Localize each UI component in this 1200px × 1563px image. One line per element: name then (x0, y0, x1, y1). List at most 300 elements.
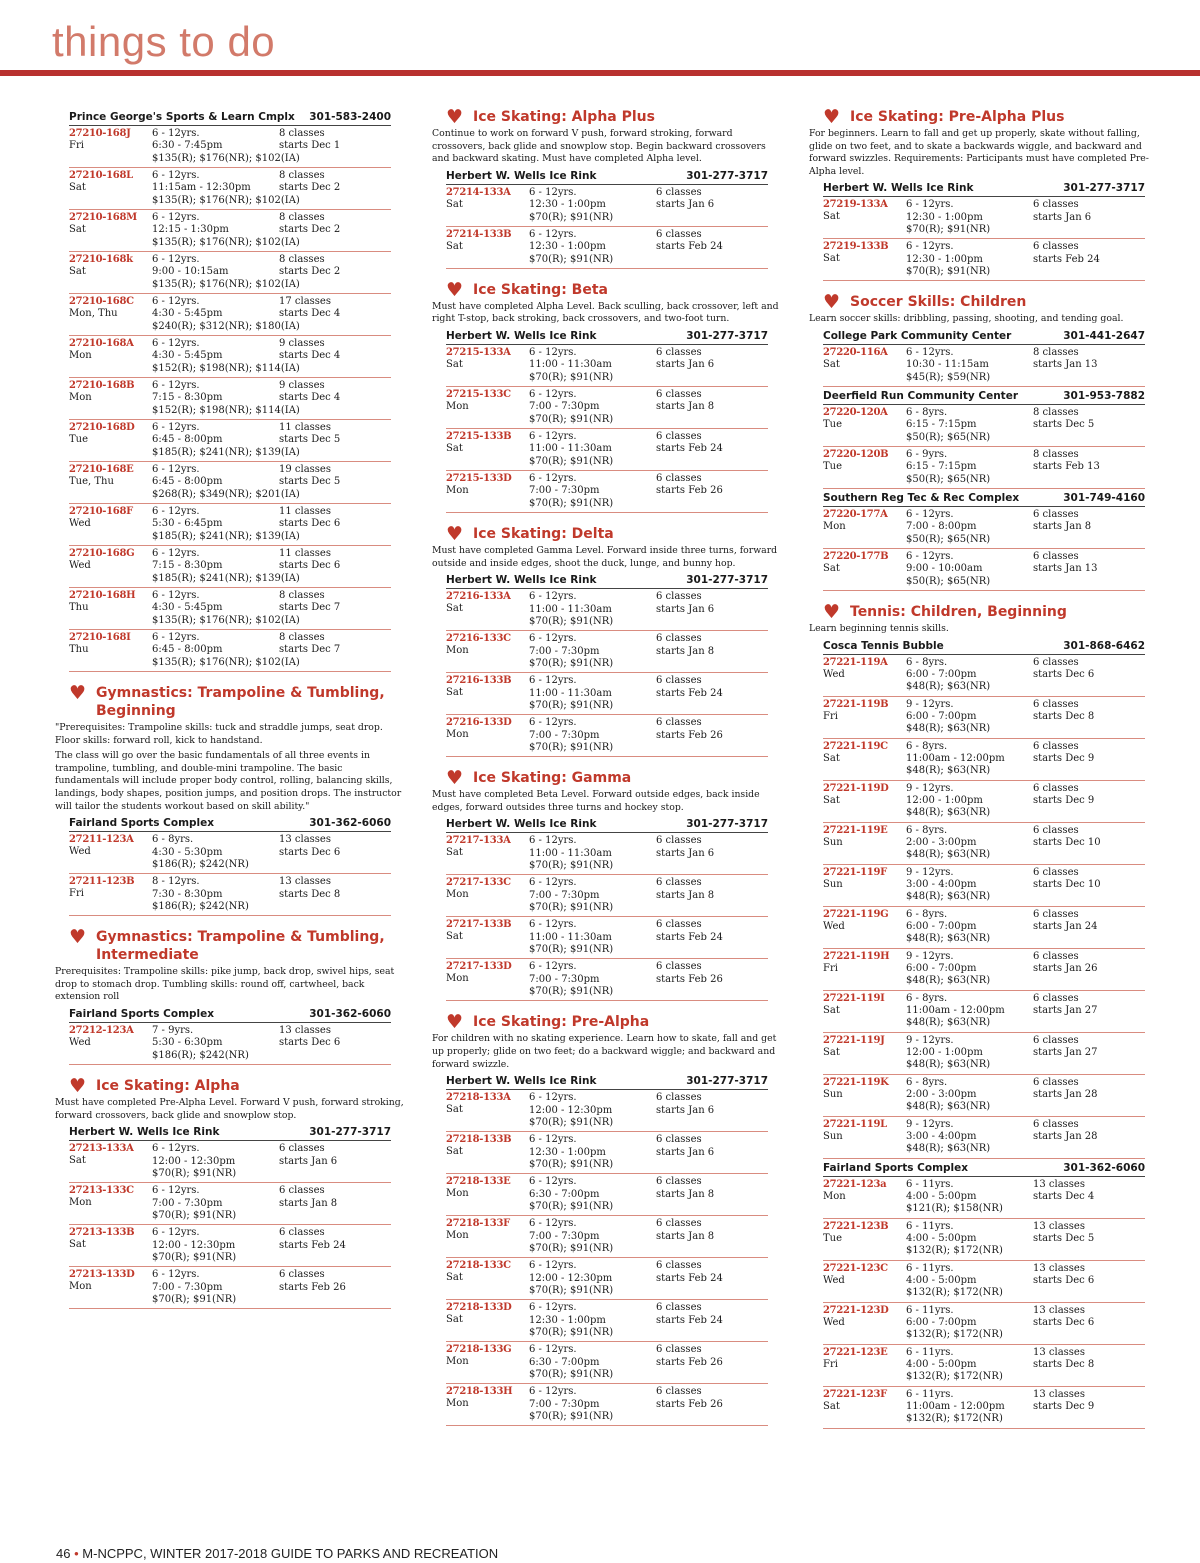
description-paragraph: The class will go over the basic fundamentals of all three events in trampoline, tumbling, and double-mini trampoline. The basic fundamentals will include proper body control, rolling, balancing skills, landings, body shapes, position jumps, and position drops. The instructor will tailor the students workout based on skill ability." (55, 750, 402, 812)
class-code[interactable]: 27220-177B (823, 550, 889, 562)
class-code-cell (69, 1185, 152, 1222)
class-time: 12:30 - 1:00pm (529, 1146, 606, 1158)
class-count: 13 classes (279, 876, 331, 888)
class-listing-row (446, 833, 768, 875)
class-time: 4:00 - 5:00pm (906, 1232, 977, 1244)
class-code[interactable]: 27221-119D (823, 782, 889, 794)
class-listing-row (69, 588, 391, 630)
class-day: Sat (69, 1239, 86, 1251)
class-code-cell (446, 961, 529, 998)
venue-phone: 301-277-3717 (686, 818, 768, 831)
venue-header (823, 181, 1145, 197)
class-age: 6 - 12yrs. (529, 228, 577, 240)
class-age: 6 - 12yrs. (152, 380, 200, 391)
class-time: 6:00 - 7:00pm (906, 710, 977, 722)
class-age: 6 - 8yrs. (906, 824, 948, 836)
class-code-cell (823, 509, 906, 546)
class-age: 6 - 12yrs. (529, 919, 577, 931)
class-schedule-cell (656, 961, 768, 998)
class-code[interactable]: 27218-133H (446, 1386, 513, 1398)
class-code[interactable]: 27210-168D (69, 422, 135, 433)
class-time: 6:45 - 8:00pm (152, 476, 223, 488)
class-code[interactable]: 27213-133A (69, 1143, 134, 1155)
class-start: starts Dec 9 (1033, 752, 1095, 764)
header-rule (0, 70, 1200, 76)
class-fee: $50(R); $65(NR) (906, 431, 991, 443)
class-day: Sun (823, 836, 843, 848)
class-code[interactable]: 27210-168B (69, 380, 135, 391)
description-paragraph: Learn soccer skills: dribbling, passing, shooting, and tending goal. (809, 313, 1124, 325)
class-code-cell (446, 347, 529, 384)
class-code[interactable]: 27213-133D (69, 1269, 135, 1281)
class-time: 11:00am - 12:00pm (906, 752, 1005, 764)
class-day: Sat (69, 266, 86, 277)
section-title (823, 600, 1145, 623)
class-schedule-cell (656, 473, 768, 510)
venue-name: Herbert W. Wells Ice Rink (823, 182, 974, 195)
class-count: 6 classes (1033, 866, 1079, 878)
class-age: 6 - 12yrs. (906, 346, 954, 358)
class-code-cell (69, 834, 152, 871)
class-details-cell (906, 449, 1033, 486)
class-fee: $185(R); $241(NR); $139(IA) (152, 446, 300, 458)
class-listing-row (446, 1342, 768, 1384)
class-day: Sat (446, 442, 463, 454)
class-time: 7:00 - 7:30pm (529, 485, 600, 497)
class-code[interactable]: 27221-119E (823, 824, 888, 836)
class-schedule-cell (1033, 1035, 1145, 1072)
class-time: 9:00 - 10:15am (152, 266, 229, 278)
class-time: 7:30 - 8:30pm (152, 888, 223, 900)
class-fee: $70(R); $91(NR) (906, 266, 991, 278)
class-count: 6 classes (1033, 508, 1079, 520)
class-start: starts Dec 9 (1033, 794, 1095, 806)
class-code[interactable]: 27221-119C (823, 740, 888, 752)
class-fee: $48(R); $63(NR) (906, 807, 991, 819)
class-code[interactable]: 27210-168J (69, 128, 131, 139)
footer-separator: • (74, 1546, 79, 1561)
class-code-cell (446, 675, 529, 712)
class-count: 6 classes (1033, 656, 1079, 668)
class-code-cell (69, 338, 152, 375)
class-time: 6:00 - 7:00pm (906, 962, 977, 974)
class-listing-row (446, 631, 768, 673)
class-fee: $48(R); $63(NR) (906, 1143, 991, 1155)
venue-header (69, 1125, 391, 1141)
class-start: starts Jan 26 (1033, 962, 1098, 974)
class-details-cell (906, 1179, 1033, 1216)
class-fee: $70(R); $91(NR) (529, 615, 614, 627)
class-start: starts Jan 13 (1033, 563, 1098, 575)
class-code[interactable]: 27221-119B (823, 698, 889, 710)
class-listing-row (69, 462, 391, 504)
class-code[interactable]: 27214-133B (446, 228, 512, 240)
class-code[interactable]: 27210-168F (69, 506, 133, 517)
class-time: 6:15 - 7:15pm (906, 461, 977, 473)
heart-icon: ♥ (446, 522, 464, 545)
class-details-cell (906, 825, 1033, 862)
class-details-cell (152, 170, 300, 207)
class-age: 9 - 12yrs. (906, 782, 954, 794)
class-count: 6 classes (656, 472, 702, 484)
class-age: 6 - 8yrs. (906, 656, 948, 668)
class-code[interactable]: 27215-133A (446, 346, 511, 358)
class-schedule-cell (1033, 825, 1145, 862)
class-age: 6 - 8yrs. (906, 406, 948, 418)
class-day: Tue (823, 1232, 843, 1244)
class-fee: $70(R); $91(NR) (529, 1158, 614, 1170)
class-day: Sun (823, 1088, 843, 1100)
class-time: 10:30 - 11:15am (906, 359, 989, 371)
class-time: 12:30 - 1:00pm (529, 199, 606, 211)
class-details-cell (906, 909, 1033, 946)
class-code[interactable]: 27210-168L (69, 170, 133, 181)
class-code-cell (446, 919, 529, 956)
class-listing-row (446, 429, 768, 471)
class-fee: $70(R); $91(NR) (529, 253, 614, 265)
class-code[interactable]: 27215-133B (446, 430, 512, 442)
class-schedule-cell (279, 834, 391, 871)
class-fee: $240(R); $312(NR); $180(IA) (152, 320, 300, 332)
class-schedule-cell (1033, 699, 1145, 736)
class-day: Sat (446, 687, 463, 699)
class-code[interactable]: 27219-133B (823, 241, 889, 253)
class-code[interactable]: 27213-133C (69, 1185, 134, 1197)
class-code-cell (69, 254, 152, 291)
class-listing-row (69, 1023, 391, 1065)
class-code[interactable]: 27219-133A (823, 199, 888, 211)
class-day: Tue (823, 460, 843, 472)
class-start: starts Feb 24 (656, 241, 723, 253)
section-description (432, 1033, 782, 1071)
class-code[interactable]: 27216-133C (446, 633, 511, 645)
class-day: Fri (823, 710, 838, 722)
class-count: 6 classes (656, 1302, 702, 1314)
class-code[interactable]: 27220-120B (823, 448, 889, 460)
class-schedule-cell (656, 1302, 768, 1339)
class-code[interactable]: 27218-133G (446, 1344, 512, 1356)
class-code[interactable]: 27210-168C (69, 296, 134, 307)
section-title (69, 684, 391, 720)
class-code-cell (823, 347, 906, 384)
class-day: Sat (823, 562, 840, 574)
class-listing-row (69, 1141, 391, 1183)
class-fee: $48(R); $63(NR) (906, 891, 991, 903)
class-start: starts Feb 24 (656, 1314, 723, 1326)
class-age: 6 - 12yrs. (529, 591, 577, 603)
class-age: 9 - 12yrs. (906, 866, 954, 878)
class-fee: $132(R); $172(NR) (906, 1329, 1003, 1341)
class-day: Sat (446, 1314, 463, 1326)
class-age: 6 - 12yrs. (529, 1260, 577, 1272)
class-code[interactable]: 27210-168I (69, 632, 131, 643)
class-age: 6 - 12yrs. (529, 1092, 577, 1104)
class-code[interactable]: 27218-133F (446, 1218, 510, 1230)
class-count: 6 classes (656, 1218, 702, 1230)
class-code[interactable]: 27212-123A (69, 1024, 134, 1036)
class-age: 6 - 12yrs. (152, 212, 200, 223)
class-details-cell (152, 296, 300, 333)
class-code[interactable]: 27220-116A (823, 346, 888, 358)
class-listing-row (69, 294, 391, 336)
class-count: 8 classes (279, 632, 325, 643)
class-code[interactable]: 27218-133C (446, 1260, 511, 1272)
class-details-cell (529, 1386, 656, 1423)
class-code[interactable]: 27216-133D (446, 717, 512, 729)
class-details-cell (906, 1347, 1033, 1384)
class-code-cell (69, 506, 152, 543)
class-listing-row (446, 227, 768, 269)
venue-header (69, 1007, 391, 1023)
class-day: Wed (823, 920, 845, 932)
class-time: 12:30 - 1:00pm (906, 253, 983, 265)
class-fee: $70(R); $91(NR) (529, 741, 614, 753)
class-code[interactable]: 27214-133A (446, 186, 511, 198)
venue-name: Prince George's Sports & Learn Cmplx (69, 111, 295, 123)
class-schedule-cell (1033, 347, 1145, 384)
class-code[interactable]: 27217-133B (446, 919, 512, 931)
class-details-cell (529, 591, 656, 628)
class-code[interactable]: 27221-119H (823, 950, 890, 962)
class-start: starts Jan 8 (656, 1188, 715, 1200)
class-start: starts Jan 27 (1033, 1004, 1098, 1016)
class-age: 6 - 11yrs. (906, 1220, 954, 1232)
class-code[interactable]: 27211-123A (69, 834, 134, 846)
class-time: 5:30 - 6:45pm (152, 518, 223, 530)
venue-name: Fairland Sports Complex (69, 817, 215, 830)
class-code[interactable]: 27221-119K (823, 1076, 889, 1088)
class-details-cell (529, 229, 656, 266)
class-start: starts Jan 6 (279, 1155, 338, 1167)
class-details-cell (152, 1185, 279, 1222)
class-count: 6 classes (656, 346, 702, 358)
class-count: 13 classes (1033, 1220, 1085, 1232)
class-schedule-cell (656, 877, 768, 914)
class-code[interactable]: 27221-123E (823, 1346, 888, 1358)
class-code[interactable]: 27210-168H (69, 590, 136, 601)
class-code[interactable]: 27213-133B (69, 1227, 135, 1239)
class-code[interactable]: 27218-133E (446, 1176, 511, 1188)
class-schedule-cell (1033, 1221, 1145, 1258)
class-code[interactable]: 27218-133A (446, 1092, 511, 1104)
class-code[interactable]: 27210-168G (69, 548, 135, 559)
class-code-cell (69, 464, 152, 501)
class-code[interactable]: 27217-133A (446, 835, 511, 847)
class-count: 6 classes (656, 675, 702, 687)
class-count: 6 classes (1033, 740, 1079, 752)
class-listing-row (823, 1261, 1145, 1303)
class-code[interactable]: 27210-168k (69, 254, 133, 265)
class-code[interactable]: 27210-168A (69, 338, 134, 349)
class-day: Wed (69, 560, 91, 571)
class-listing-row (69, 504, 391, 546)
venue-header (823, 491, 1145, 507)
class-schedule-cell (1033, 657, 1145, 694)
class-schedule-cell (279, 632, 391, 669)
class-code[interactable]: 27221-119A (823, 656, 888, 668)
class-listing-row (69, 832, 391, 874)
class-fee: $50(R); $65(NR) (906, 533, 991, 545)
class-count: 6 classes (656, 430, 702, 442)
class-code-cell (446, 1302, 529, 1339)
class-fee: $70(R); $91(NR) (152, 1293, 237, 1305)
class-details-cell (529, 835, 656, 872)
class-code[interactable]: 27210-168M (69, 212, 137, 223)
class-code[interactable]: 27216-133B (446, 675, 512, 687)
class-day: Fri (69, 888, 84, 900)
class-schedule-cell (1033, 783, 1145, 820)
description-paragraph: Prerequisites: Trampoline skills: pike jump, back drop, swivel hips, seat drop to stomach drop. Tumbling skills: round off, cartwheel, back extension roll (55, 966, 395, 1003)
class-age: 6 - 12yrs. (906, 550, 954, 562)
class-code[interactable]: 27221-123B (823, 1220, 889, 1232)
section-title-text: Ice Skating: Beta (473, 281, 608, 298)
class-schedule-cell (1033, 509, 1145, 546)
class-code-cell (823, 699, 906, 736)
class-code[interactable]: 27221-119G (823, 908, 889, 920)
class-day: Tue (823, 418, 843, 430)
class-schedule-cell (1033, 951, 1145, 988)
class-age: 6 - 12yrs. (529, 346, 577, 358)
class-code[interactable]: 27216-133A (446, 591, 511, 603)
class-code-cell (69, 590, 152, 627)
class-code[interactable]: 27221-123D (823, 1304, 889, 1316)
class-fee: $50(R); $65(NR) (906, 575, 991, 587)
class-day: Sat (446, 1272, 463, 1284)
section-title (69, 1074, 391, 1097)
class-schedule-cell (1033, 741, 1145, 778)
class-day: Mon (446, 1188, 469, 1200)
class-code[interactable]: 27221-123C (823, 1262, 888, 1274)
class-details-cell (529, 347, 656, 384)
class-start: starts Feb 26 (656, 1398, 723, 1410)
class-age: 8 - 12yrs. (152, 876, 200, 888)
class-code-cell (823, 1035, 906, 1072)
class-age: 6 - 12yrs. (152, 1143, 200, 1155)
class-day: Sat (446, 240, 463, 252)
class-time: 7:00 - 7:30pm (529, 889, 600, 901)
description-paragraph: Must have completed Alpha Level. Back sculling, back crossover, left and right T-stop, back stroking, back crossovers, and two-foot turn. (432, 300, 779, 325)
class-day: Mon (446, 400, 469, 412)
section-title-text: Ice Skating: Gamma (473, 770, 632, 787)
class-time: 11:00 - 11:30am (529, 359, 612, 371)
class-code-cell (823, 1263, 906, 1300)
class-listing-row (69, 168, 391, 210)
class-code-cell (446, 1176, 529, 1213)
class-start: starts Dec 4 (279, 350, 341, 362)
class-fee: $70(R); $91(NR) (529, 371, 614, 383)
heart-icon: ♥ (823, 106, 841, 128)
class-time: 6:15 - 7:15pm (906, 419, 977, 431)
class-code[interactable]: 27221-123a (823, 1178, 887, 1190)
class-count: 9 classes (279, 338, 325, 349)
class-listing-row (446, 1258, 768, 1300)
class-code[interactable]: 27217-133D (446, 961, 512, 973)
class-schedule-cell (279, 212, 391, 249)
class-listing-row (446, 673, 768, 715)
class-count: 6 classes (656, 835, 702, 847)
class-start: starts Jan 6 (656, 603, 715, 615)
class-code[interactable]: 27221-119F (823, 866, 887, 878)
class-count: 6 classes (656, 717, 702, 729)
class-day: Sat (823, 358, 840, 370)
class-code[interactable]: 27215-133D (446, 472, 512, 484)
description-paragraph: Must have completed Beta Level. Forward outside edges, back inside edges, forward outsides three turns and hockey stop. (432, 789, 760, 813)
section-description (432, 789, 782, 814)
class-fee: $121(R); $158(NR) (906, 1203, 1003, 1215)
section-description (809, 623, 1159, 636)
description-paragraph: Must have completed Gamma Level. Forward inside three turns, forward outside and inside edges, shoot the duck, lunge, and bunny hop. (432, 544, 778, 569)
class-code[interactable]: 27221-119L (823, 1118, 887, 1130)
class-fee: $70(R); $91(NR) (152, 1251, 237, 1263)
class-time: 5:30 - 6:30pm (152, 1037, 223, 1049)
class-code[interactable]: 27215-133C (446, 388, 511, 400)
class-code[interactable]: 27217-133C (446, 877, 511, 889)
class-time: 6:45 - 8:00pm (152, 644, 223, 656)
class-details-cell (152, 834, 279, 871)
section-title (69, 928, 391, 964)
class-details-cell (529, 877, 656, 914)
class-fee: $70(R); $91(NR) (529, 657, 614, 669)
venue-header (446, 1074, 768, 1090)
class-code[interactable]: 27211-123B (69, 876, 135, 888)
class-listing-row (69, 420, 391, 462)
class-code[interactable]: 27220-177A (823, 508, 888, 520)
class-fee: $48(R); $63(NR) (906, 681, 991, 693)
section-description (432, 128, 782, 166)
class-count: 13 classes (279, 834, 331, 846)
class-time: 7:00 - 7:30pm (529, 645, 600, 657)
class-code[interactable]: 27220-120A (823, 406, 888, 418)
class-count: 6 classes (656, 1386, 702, 1398)
class-start: starts Dec 6 (1033, 1316, 1095, 1328)
class-age: 6 - 11yrs. (906, 1346, 954, 1358)
class-day: Mon (446, 484, 469, 496)
class-day: Sat (823, 1400, 840, 1412)
class-time: 7:00 - 7:30pm (152, 1197, 223, 1209)
description-paragraph: For children with no skating experience. Learn how to skate, fall and get up properly; glide on two feet; do a backward wiggle; and backward and forward swizzle. (432, 1033, 777, 1070)
class-day: Mon (446, 973, 469, 985)
class-day: Sat (69, 182, 86, 193)
class-code[interactable]: 27221-119J (823, 1034, 885, 1046)
venue-name: Fairland Sports Complex (823, 1161, 969, 1174)
class-code[interactable]: 27210-168E (69, 464, 134, 475)
class-start: starts Dec 9 (1033, 1400, 1095, 1412)
venue-header (446, 329, 768, 345)
class-details-cell (152, 338, 300, 375)
class-details-cell (152, 254, 300, 291)
venue-phone: 301-277-3717 (686, 1075, 768, 1088)
class-fee: $135(R); $176(NR); $102(IA) (152, 194, 300, 206)
class-schedule-cell (656, 717, 768, 754)
class-code[interactable]: 27221-119I (823, 992, 885, 1004)
class-count: 6 classes (1033, 199, 1079, 211)
class-time: 7:00 - 7:30pm (529, 1398, 600, 1410)
class-listing-row (69, 546, 391, 588)
class-age: 6 - 12yrs. (529, 1134, 577, 1146)
class-time: 6:45 - 8:00pm (152, 434, 223, 446)
class-age: 6 - 12yrs. (906, 199, 954, 211)
class-age: 6 - 12yrs. (529, 877, 577, 889)
class-fee: $135(R); $176(NR); $102(IA) (152, 656, 300, 668)
class-code[interactable]: 27221-123F (823, 1388, 887, 1400)
class-start: starts Feb 24 (656, 1272, 723, 1284)
class-start: starts Jan 6 (1033, 211, 1092, 223)
class-code[interactable]: 27218-133D (446, 1302, 512, 1314)
class-code-cell (823, 551, 906, 588)
class-code[interactable]: 27218-133B (446, 1134, 512, 1146)
class-schedule-cell (656, 1134, 768, 1171)
class-day: Sat (823, 752, 840, 764)
